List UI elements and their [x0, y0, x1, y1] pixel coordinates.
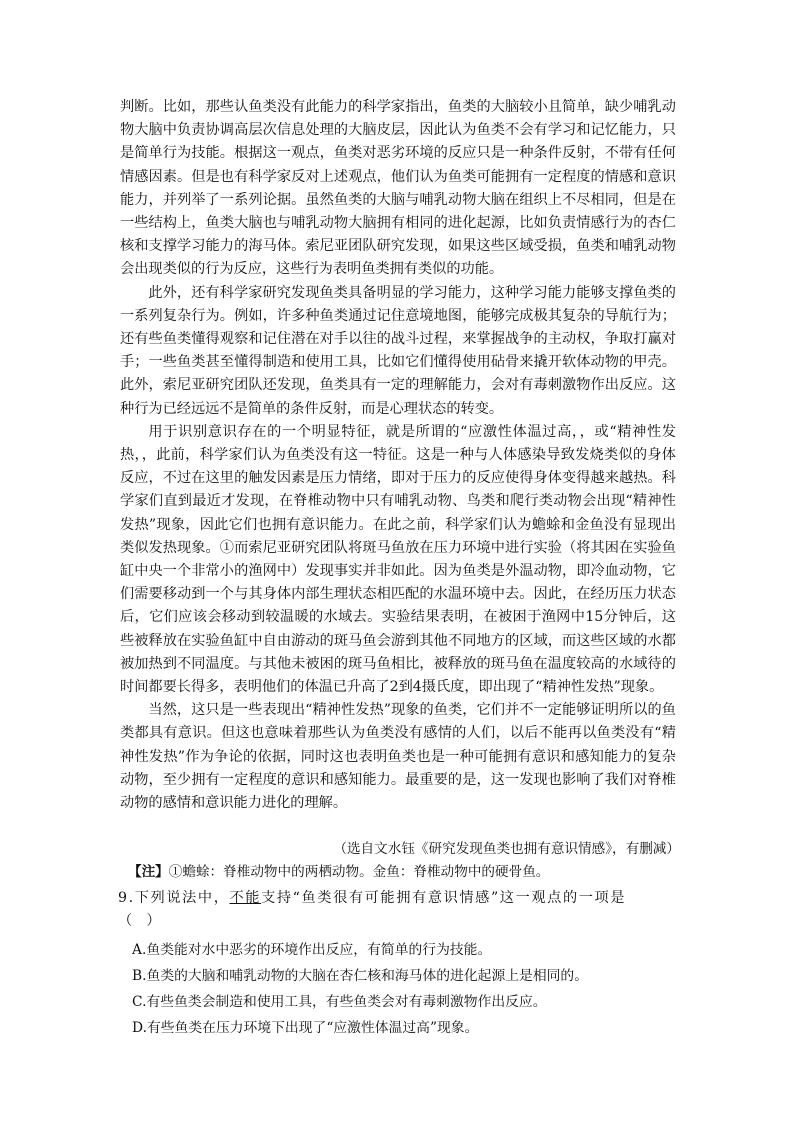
question-stem-before: 下列说法中， [134, 890, 230, 906]
option-d[interactable]: D.有些鱼类在压力环境下出现了“应激性体温过高”现象。 [132, 1020, 479, 1036]
article-paragraph: 用于识别意识存在的一个明显特征，就是所谓的“应激性体温过高，，或“精神性发热，，此前，科学家们认为鱼类没有这一特征。这是一种与人体感染导致发烧类似的身体反应，不过在这里的触发因素是压力情绪，即对于压力的反应使得身体变得越来越热。科学家们直到最近才发现，在脊椎动物中只有哺乳动物、鸟类和爬行类动物会出现“精神性发热”现象，因此它们也拥有意识能力。在此之前，科学家们认为蟾蜍和金鱼没有显现出类似发热现象。①而索尼亚研究团队将斑马鱼放在压力环境中进行实验（将其困在实验鱼缸中央一个非常小的渔网中）发现事实并非如此。因为鱼类是外温动物，即冷血动物，它们需要移动到一个与其身体内部生理状态相匹配的水温环境中去。因此，在经历压力状态后，它们应该会移动到较温暖的水域去。实验结果表明，在被困于渔网中15分钟后，这些被释放在实验鱼缸中自由游动的斑马鱼会游到其他不同地方的区域，而这些区域的水都被加热到不同温度。与其他未被困的斑马鱼相比，被释放的斑马鱼在温度较高的水域待的时间都要长得多，表明他们的体温已升高了2到4摄氏度，即出现了“精神性发热”现象。 [120, 423, 676, 696]
question-negation: 不能 [229, 890, 262, 906]
question-stem [118, 887, 678, 933]
footnote [128, 861, 549, 883]
article-paragraph: 判断。比如，那些认鱼类没有此能力的科学家指出，鱼类的大脑较小且简单，缺少哺乳动物大脑中负责协调高层次信息处理的大脑皮层，因此认为鱼类不会有学习和记忆能力，只是简单行为技能。根据这一观点，鱼类对恶劣环境的反应只是一种条件反射，不带有任何情感因素。但是也有科学家反对上述观点，他们认为鱼类可能拥有一定程度的情感和意识能力，并列举了一系列论据。虽然鱼类的大脑与哺乳动物大脑在组织上不尽相同，但是在一些结构上，鱼类大脑也与哺乳动物大脑拥有相同的进化起源，比如负责情感行为的杏仁核和支撑学习能力的海马体。索尼亚团队研究发现，如果这些区域受损，鱼类和哺乳动物会出现类似的行为反应，这些行为表明鱼类拥有类似的功能。 [120, 99, 676, 278]
footnote-tag: 【注】 [128, 864, 169, 880]
answer-options [118, 937, 678, 1041]
article-paragraph: 此外，还有科学家研究发现鱼类具备明显的学习能力，这种学习能力能够支撑鱼类的一系列复杂行为。例如，许多种鱼类通过记住意境地图，能够完成极其复杂的导航行为；还有些鱼类懂得观察和记住潜在对手以往的战斗过程，来掌握战争的主动权，争取打赢对手；一些鱼类甚至懂得制造和使用工具，比如它们懂得使用砧骨来撬开软体动物的甲壳。此外，索尼亚研究团队还发现，鱼类具有一定的理解能力，会对有毒刺激物作出反应。这种行为已经远远不是简单的条件反射，而是心理状态的转变。 [120, 284, 676, 417]
question-number: 9. [118, 890, 135, 906]
option-b[interactable]: B.鱼类的大脑和哺乳动物的大脑在杏仁核和海马体的进化起源上是相同的。 [132, 968, 589, 984]
article-paragraph: 当然，这只是一些表现出“精神性发热”现象的鱼类，它们并不一定能够证明所以的鱼类都具有意识。但这也意味着那些认为鱼类没有感情的人们，以后不能再以鱼类没有“精神性发热”作为争论的依据，同时这也表明鱼类也是一种可能拥有意识和感知能力的复杂动物，至少拥有一定程度的意识和感知能力。最重要的是，这一发现也影响了我们对脊椎动物的感情和意识能力进化的理解。 [120, 702, 676, 812]
source-citation: （选自文水钰《研究发现鱼类也拥有意识情感》，有删减） [333, 841, 680, 857]
option-a[interactable]: A.鱼类能对水中恶劣的环境作出反应，有简单的行为技能。 [132, 942, 492, 958]
article-body [120, 96, 676, 815]
answer-bracket[interactable]: （ ） [118, 913, 161, 929]
question-stem-after: 支持“鱼类很有可能拥有意识情感”这一观点的一项是 [261, 890, 627, 906]
footnote-text: ①蟾蜍：脊椎动物中的两栖动物。金鱼：脊椎动物中的硬骨鱼。 [168, 864, 550, 880]
question-9 [118, 887, 678, 1041]
option-c[interactable]: C.有些鱼类会制造和使用工具，有些鱼类会对有毒刺激物作出反应。 [132, 994, 547, 1010]
